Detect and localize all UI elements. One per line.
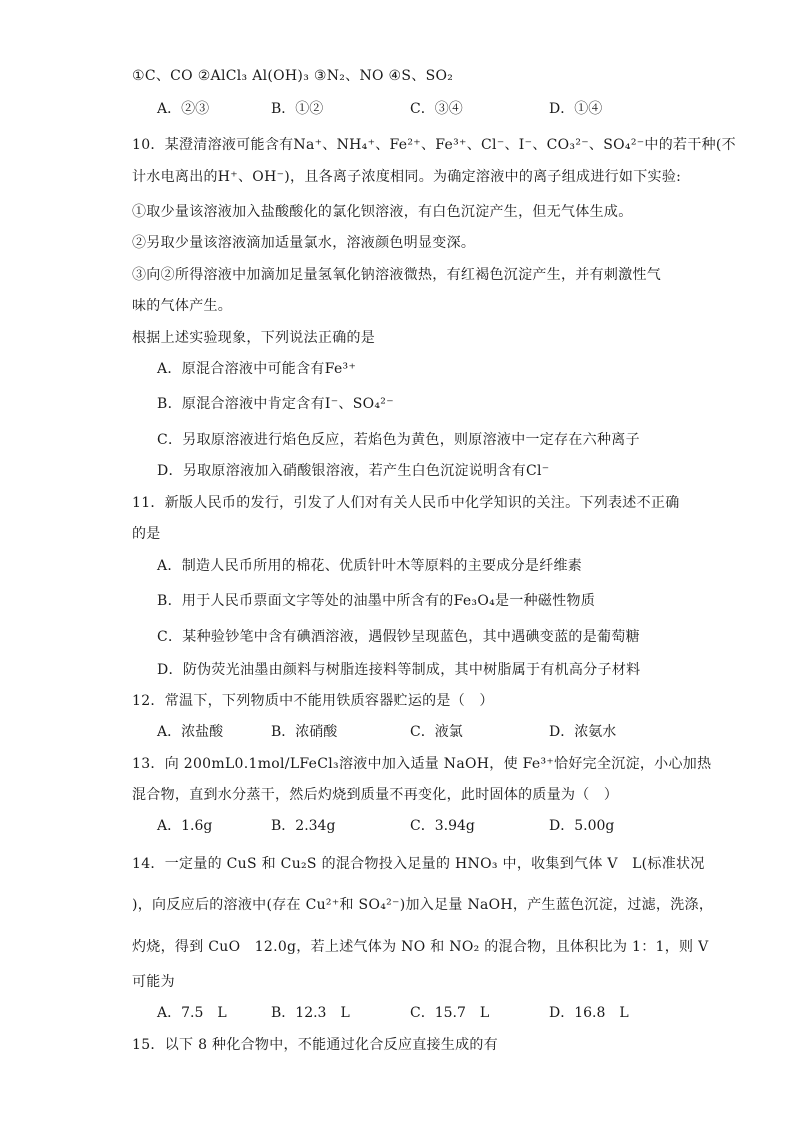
q10-experiment-1: ①取少量该溶液加入盐酸酸化的氯化钡溶液，有白色沉淀产生，但无气体生成。	[132, 204, 633, 220]
q14-option-d: D．16.8 L	[549, 1005, 629, 1021]
q13-option-d: D．5.00g	[549, 818, 615, 834]
q14-stem-line2: )，向反应后的溶液中(存在 Cu²⁺和 SO₄²⁻)加入足量 NaOH，产生蓝色沉淀，过滤，洗涤，	[132, 897, 714, 913]
q10-experiment-3a: ③向②所得溶液中加滴加足量氢氧化钠溶液微热，有红褐色沉淀产生，并有刺激性气	[132, 267, 662, 283]
q14-stem-line4: 可能为	[132, 974, 175, 990]
q9-option-c: C．③④	[410, 101, 463, 117]
q9-options	[0, 99, 794, 119]
q9-option-b: B．①②	[271, 101, 324, 117]
q12-option-c: C．液氯	[410, 724, 463, 740]
q12-stem: 12．常温下，下列物质中不能用铁质容器贮运的是（ ）	[132, 693, 494, 709]
q10-option-a: A．原混合溶液中可能含有Fe³⁺	[157, 361, 357, 377]
q11-option-a: A．制造人民币所用的棉花、优质针叶木等原料的主要成分是纤维素	[157, 558, 583, 574]
q14-option-b: B．12.3 L	[271, 1005, 350, 1021]
q10-question: 根据上述实验现象，下列说法正确的是	[132, 330, 376, 346]
q14-stem-line3: 灼烧，得到 CuO 12.0g，若上述气体为 NO 和 NO₂ 的混合物，且体积比为 1：1，则 V	[132, 939, 709, 955]
q14-stem-line1: 14．一定量的 CuS 和 Cu₂S 的混合物投入足量的 HNO₃ 中，收集到气体 V L(标准状况	[132, 856, 705, 872]
q10-experiment-2: ②另取少量该溶液滴加适量氯水，溶液颜色明显变深。	[132, 235, 476, 251]
q9-items: ①C、CO ②AlCl₃ Al(OH)₃ ③N₂、NO ④S、SO₂	[132, 68, 454, 84]
q11-option-b: B．用于人民币票面文字等处的油墨中所含有的Fe₃O₄是一种磁性物质	[157, 593, 596, 609]
q12-option-a: A．浓盐酸	[157, 724, 224, 740]
q10-stem-line2: 计水电离出的H⁺、OH⁻)，且各离子浓度相同。为确定溶液中的离子组成进行如下实验:	[132, 169, 682, 185]
q10-experiment-3b: 味的气体产生。	[132, 298, 233, 314]
q12-option-d: D．浓氨水	[549, 724, 617, 740]
q14-option-a: A．7.5 L	[157, 1005, 227, 1021]
q11-stem-line1: 11．新版人民币的发行，引发了人们对有关人民币中化学知识的关注。下列表述不正确	[132, 495, 680, 511]
q10-option-d: D．另取原溶液加入硝酸银溶液，若产生白色沉淀说明含有Cl⁻	[157, 463, 550, 479]
q14-options	[0, 1003, 794, 1023]
q12-options	[0, 722, 794, 742]
q10-option-b: B．原混合溶液中肯定含有I⁻、SO₄²⁻	[157, 396, 394, 412]
q13-stem-line1: 13．向 200mL0.1mol/LFeCl₃溶液中加入适量 NaOH，使 Fe³⁺恰好完全沉淀，小心加热	[132, 756, 712, 772]
q11-stem-line2: 的是	[132, 526, 161, 542]
q13-options	[0, 816, 794, 836]
q12-option-b: B．浓硝酸	[271, 724, 338, 740]
q9-option-a: A．②③	[157, 101, 210, 117]
q13-option-a: A．1.6g	[157, 818, 213, 834]
q15-stem: 15．以下 8 种化合物中，不能通过化合反应直接生成的有	[132, 1037, 499, 1053]
q11-option-c: C．某种验钞笔中含有碘酒溶液，遇假钞呈现蓝色，其中遇碘变蓝的是葡萄糖	[157, 629, 640, 645]
q13-option-c: C．3.94g	[410, 818, 475, 834]
q14-option-c: C．15.7 L	[410, 1005, 490, 1021]
q10-option-c: C．另取原溶液进行焰色反应，若焰色为黄色，则原溶液中一定存在六种离子	[157, 432, 640, 448]
q10-stem-line1: 10．某澄清溶液可能含有Na⁺、NH₄⁺、Fe²⁺、Fe³⁺、Cl⁻、I⁻、CO₃²⁻、SO₄²⁻中的若干种(不	[132, 137, 736, 153]
q13-stem-line2: 混合物，直到水分蒸干，然后灼烧到质量不再变化，此时固体的质量为（ ）	[132, 787, 619, 803]
q9-option-d: D．①④	[549, 101, 603, 117]
q11-option-d: D．防伪荧光油墨由颜料与树脂连接料等制成，其中树脂属于有机高分子材料	[157, 662, 641, 678]
q13-option-b: B．2.34g	[271, 818, 336, 834]
